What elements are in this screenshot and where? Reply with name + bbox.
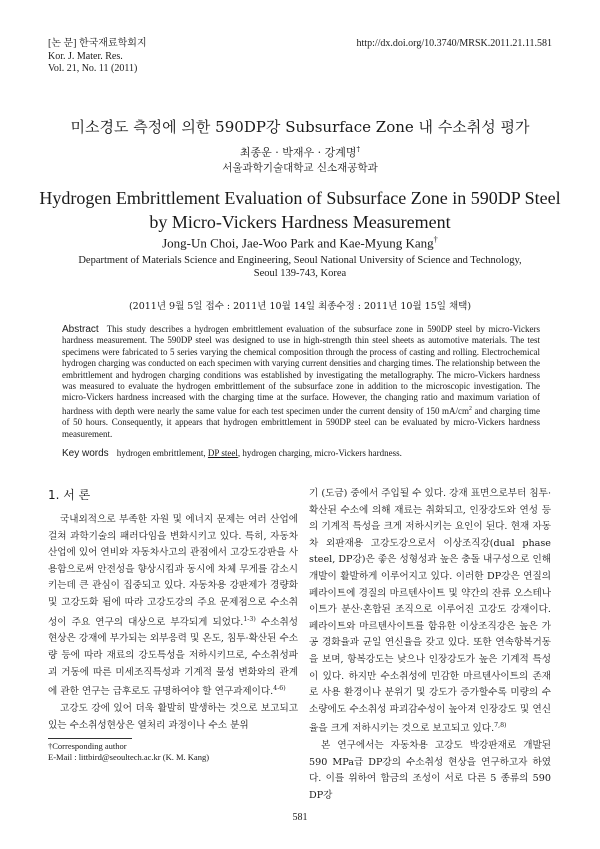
doi-link[interactable]: http://dx.doi.org/10.3740/MRSK.2011.21.11.581 [356, 38, 552, 49]
authors-korean-text: 최종운 · 박재우 · 강계명 [239, 146, 357, 159]
journal-header [48, 38, 147, 76]
paragraph-text: 국내외적으로 부족한 자원 및 에너지 문제는 여러 산업에 걸쳐 과학기술의 패러다임을 변화시키고 있다. 특히, 자동차산업에 있어 연비와 자동차사고의 관점에서 고강도강판을 사용함으로써 안전성을 향상시킴과 동시에 차체 무게를 감소시키는데 큰 관심이 집중되고 있다. 자동차용 강판제가 경량화 및 고강도화 됨에 따라 고강도강의 주요 문제점으로 수소취성이 주요 연구의 대상으로 부각되게 되었다. [48, 514, 298, 628]
paragraph-text: 기 (도금) 중에서 주입될 수 있다. 강재 표면으로부터 침투·확산된 수소에 의해 재료는 취화되고, 인장강도와 연성 등의 기계적 특성을 크게 저하시키는 요인이 된다. 현재 자동차 외판재용 고강도강으로서 이상조직강(dual phase steel, DP강)은 좋은 성형성과 높은 충돌 내구성으로 인해 개발이 활발하게 이루어지고 있다. 이러한 DP강은 연질의 페라이트에 경질의 마르텐사이트 및 약간의 잔류 오스테나이트가 분산·혼합된 조직으로 이루어진 고강도 강재이다. 페라이트와 마르텐사이트를 함유한 이상조직강은 높은 가공 경화율과 균일 연신율을 갖고 있다. 또한 연속항복거동을 보며, 항복강도는 낮으나 인장강도가 높은 기계적 특성이 있다. 하지만 수소취성에 민감한 마르텐사이트의 존재로 사용 환경이나 분위기 및 강도가 증가할수록 미량의 수소량에도 수소취성 파괴감수성이 높아져 인장강도 및 연신율을 크게 저하시키는 것으로 보고되고 있다. [309, 488, 551, 735]
keyword-1: hydrogen embrittlement, [116, 448, 206, 458]
paragraph: 고강도 강에 있어 더욱 활발히 발생하는 것으로 보고되고 있는 수소취성현상은 열처리 과정이나 수소 분위 [48, 702, 298, 731]
paragraph [48, 512, 298, 701]
corresponding-author-note: †Corresponding author [48, 741, 127, 751]
abstract [62, 324, 540, 440]
right-column [309, 486, 551, 804]
journal-abbreviation: Kor. J. Mater. Res. [48, 50, 123, 62]
keywords [62, 448, 540, 459]
abstract-label: Abstract [62, 324, 99, 335]
paragraph-text: 수소취성 현상은 강재에 부가되는 외부응력 및 온도, 침투·확산된 수소량 등에 따라 재료의 강도특성을 저하시키므로, 수소취성파괴 거동에 따른 미세조직특성과 기계적 물성 변화와의 관계에 관한 연구는 급후로도 규명하여야 할 연구과제이다. [48, 616, 298, 698]
keyword-dp-steel: DP steel [207, 448, 238, 458]
footnote-divider [48, 738, 132, 739]
affiliation-english-line-1: Department of Materials Science and Engineering, Seoul National University of Science and Technology, [78, 255, 522, 266]
citation: 4-6) [273, 685, 286, 693]
title-english-line-2: by Micro-Vickers Hardness Measurement [149, 212, 451, 232]
affiliation-english [40, 254, 560, 280]
journal-volume: Vol. 21, No. 11 (2011) [48, 63, 138, 74]
affiliation-korean: 서울과학기술대학교 신소재공학과 [222, 162, 378, 174]
abstract-text-2: and charging time of 50 hours. Consequently, it appears that hydrogen embrittlement in 590DP steel can be evaluated by micro-Vickers hardness measurement. [62, 405, 540, 439]
citation: 7,8) [494, 722, 507, 730]
authors-english [0, 234, 600, 251]
title-korean: 미소경도 측정에 의한 590DP강 Subsurface Zone 내 수소취성 평가 [70, 118, 530, 136]
corresponding-mark-en: † [433, 234, 438, 244]
journal-name-ko: [논 문] 한국재료학회지 [48, 38, 147, 49]
left-column [48, 512, 298, 734]
section-heading-introduction: 1. 서 론 [48, 488, 91, 502]
abstract-text-1: This study describes a hydrogen embrittlement evaluation of the subsurface zone in 590DP steel by micro-Vickers hardness measurement. The 590DP steel was designed to use in high-strength thin steel sheets as automotive materials. The test specimens were fabricated to 5 series varying the chemical composition through the process of casting and rolling. Electrochemical hydrogen charging was conducted on each specimen with varying current densities and charging times. The relationship between the embrittlement and hydrogen charging conditions was established by investigating the metallography. The micro-Vickers hardness was measured to evaluate the hydrogen embrittlement of the subsurface zone in addition to the microscopic investigation. The micro-Vickers hardness increased with the charging time at the surface. However, the changing ratio and maximum variation of hardness with depth were nearly the same value for each test specimen under the current density of 150 mA/cm [62, 324, 540, 416]
affiliation-english-line-2: Seoul 139-743, Korea [253, 268, 347, 279]
authors-korean [0, 144, 600, 160]
paragraph: 본 연구에서는 자동차용 고강도 박강판재로 개발된 590 MPa급 DP강의 수소취성 현상을 연구하고자 하였다. 이를 위하여 합금의 조성이 서로 다른 5 종류의 590 DP강 [309, 740, 551, 801]
title-english [30, 186, 570, 234]
page-number: 581 [292, 812, 308, 823]
corresponding-mark: † [356, 144, 361, 154]
citation: 1-3) [243, 615, 256, 623]
submission-dates: (2011년 9월 5일 접수 : 2011년 10월 14일 최종수정 : 2011년 10월 15일 채택) [128, 301, 472, 312]
title-english-line-1: Hydrogen Embrittlement Evaluation of Subsurface Zone in 590DP Steel [39, 188, 561, 208]
keyword-rest: , hydrogen charging, micro-Vickers hardness. [237, 448, 402, 458]
abstract-superscript: 2 [469, 405, 472, 412]
keywords-label: Key words [62, 448, 109, 459]
authors-english-text: Jong-Un Choi, Jae-Woo Park and Kae-Myung Kang [162, 235, 434, 251]
author-email[interactable]: E-Mail : littbird@seoultech.ac.kr (K. M. Kang) [48, 752, 210, 762]
footnote [48, 741, 209, 763]
paragraph [309, 486, 551, 738]
